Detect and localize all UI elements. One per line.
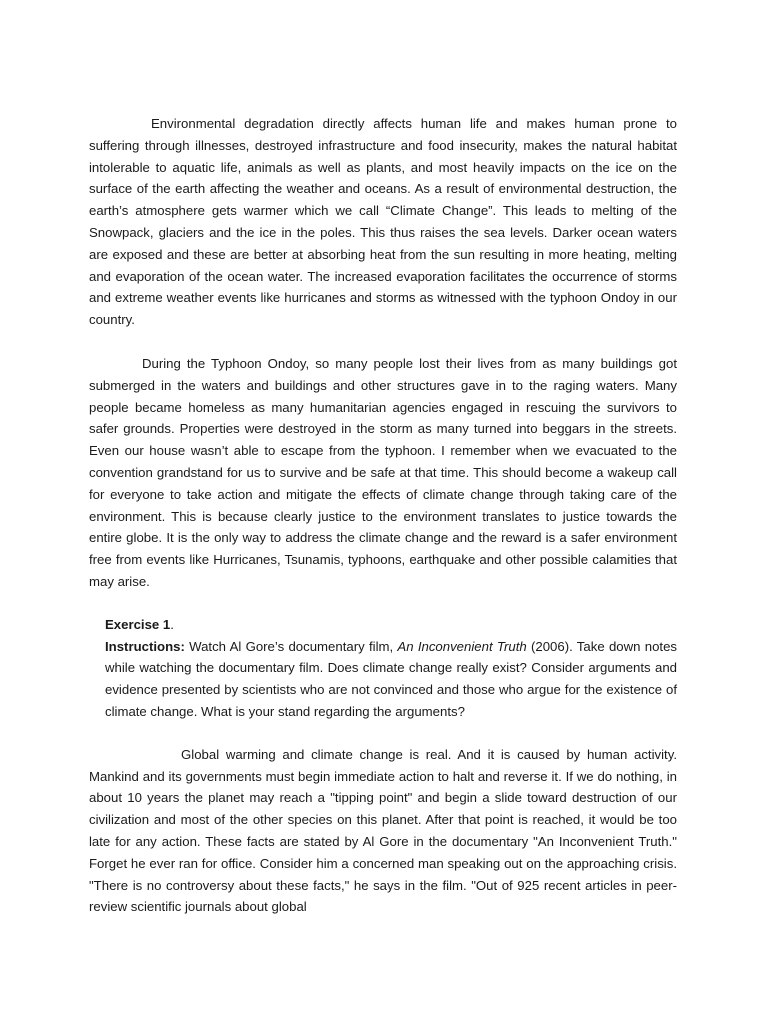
paragraph-spacer <box>89 331 677 353</box>
exercise-title: Exercise 1 <box>105 616 171 632</box>
exercise-title-suffix: . <box>170 616 174 632</box>
paragraph-spacer <box>89 593 677 614</box>
document-page <box>89 113 677 918</box>
exercise-heading <box>105 614 677 636</box>
exercise-block <box>105 614 677 723</box>
paragraph-environmental-degradation: Environmental degradation directly affects human life and makes human prone to suffering through illnesses, destroyed infrastructure and food insecurity, makes the natural habitat intolerable to aquatic life, animals as well as plants, and most heavily impacts on the ice on the surface of the earth affecting the weather and oceans. As a result of environmental destruction, the earth’s atmosphere gets warmer which we call “Climate Change”. This leads to melting of the Snowpack, glaciers and the ice in the poles. This thus raises the sea levels. Darker ocean waters are exposed and these are better at absorbing heat from the sun resulting in more heating, melting and evaporation of the ocean water. The increased evaporation facilitates the occurrence of storms and extreme weather events like hurricanes and storms as witnessed with the typhoon Ondoy in our country. <box>89 116 677 328</box>
instructions-text-before: Watch Al Gore’s documentary film, <box>184 638 398 654</box>
instructions-text-after: (2006). Take down notes while watching the documentary film. Does climate change really exist? Consider arguments and evidence presented by scientists who are not convinced and those who argue for the existence of climate change. What is your stand regarding the arguments? <box>105 638 678 719</box>
paragraph-global-warming: Global warming and climate change is real. And it is caused by human activity. Mankind and its governments must begin immediate action to halt and reverse it. If we do nothing, in about 10 years the planet may reach a "tipping point" and begin a slide toward destruction of our civilization and most of the other species on this planet. After that point is reached, it would be too late for any action. These facts are stated by Al Gore in the documentary "An Inconvenient Truth." Forget he ever ran for office. Consider him a concerned man speaking out on the approaching crisis. "There is no controversy about these facts," he says in the film. "Out of 925 recent articles in peer-review scientific journals about global <box>89 746 677 915</box>
paragraph-spacer <box>89 723 677 744</box>
paragraph-typhoon-ondoy: During the Typhoon Ondoy, so many people lost their lives from as many buildings got submerged in the waters and buildings and other structures gave in to the raging waters. Many people became homeless as many humanitarian agencies engaged in rescuing the survivors to safer grounds. Properties were destroyed in the storm as many turned into beggars in the streets. Even our house wasn’t able to escape from the typhoon. I remember when we evacuated to the convention grandstand for us to survive and be safe at that time. This should become a wakeup call for everyone to take action and mitigate the effects of climate change through taking care of the environment. This is because clearly justice to the environment translates to justice towards the entire globe. It is the only way to address the climate change and the reward is a safer environment free from events like Hurricanes, Tsunamis, typhoons, earthquake and other possible calamities that may arise. <box>89 355 677 589</box>
exercise-instructions <box>105 636 677 723</box>
film-title: An Inconvenient Truth <box>397 638 527 654</box>
instructions-label: Instructions: <box>105 638 185 654</box>
